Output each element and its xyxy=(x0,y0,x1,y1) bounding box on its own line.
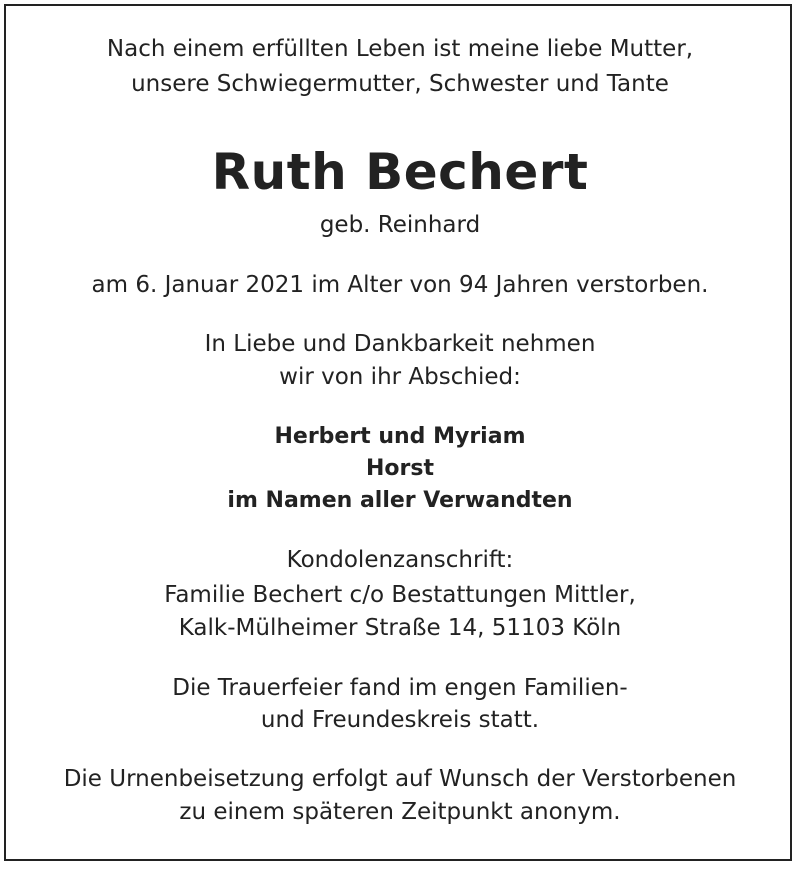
intro-line-2: unsere Schwiegermutter, Schwester und Tante xyxy=(131,71,669,97)
farewell-line-1: In Liebe und Dankbarkeit nehmen xyxy=(204,331,596,357)
mourner-line-2: Horst xyxy=(366,456,434,481)
mourner-line-3: im Namen aller Verwandten xyxy=(227,488,573,513)
mourner-line-1: Herbert und Myriam xyxy=(274,424,526,449)
condolence-heading: Kondolenzanschrift: xyxy=(286,547,514,573)
ceremony-line-2: und Freundeskreis statt. xyxy=(260,707,540,733)
burial-line-2: zu einem späteren Zeitpunkt anonym. xyxy=(179,799,621,825)
farewell-line-2: wir von ihr Abschied: xyxy=(279,364,521,390)
burial-line-1: Die Urnenbeisetzung erfolgt auf Wunsch der Verstorbenen xyxy=(63,766,737,792)
condolence-address-2: Kalk-Mülheimer Straße 14, 51103 Köln xyxy=(178,615,622,641)
death-date-line: am 6. Januar 2021 im Alter von 94 Jahren verstorben. xyxy=(91,272,709,298)
ceremony-line-1: Die Trauerfeier fand im engen Familien- xyxy=(172,675,628,701)
maiden-name: geb. Reinhard xyxy=(319,212,481,238)
condolence-address-1: Familie Bechert c/o Bestattungen Mittler, xyxy=(164,582,636,608)
deceased-name: Ruth Bechert xyxy=(211,143,589,201)
intro-line-1: Nach einem erfüllten Leben ist meine liebe Mutter, xyxy=(106,36,694,62)
